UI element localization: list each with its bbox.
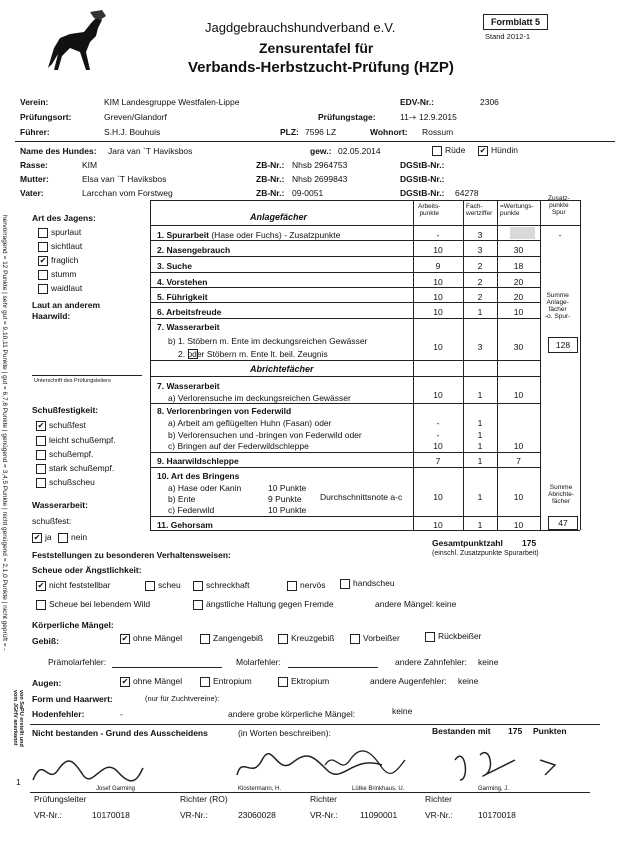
zahn-value: keine [478,657,499,667]
cell-fuehr-a: 10 [433,292,443,302]
edv-label: EDV-Nr.: [400,97,435,107]
dogname-label: Name des Hundes: [20,146,97,156]
punkten-label: Punkten [533,726,567,736]
vr-label-3: VR-Nr.: [310,810,338,820]
opt-vor: Vorbeißer [350,633,400,644]
zb2-value: Nhsb 2699843 [292,174,348,184]
row-fuehrigkeit: 5. Führigkeit [157,292,208,302]
augen-label: Augen: [32,678,62,688]
cell-nase-f: 3 [477,245,483,255]
cell-spur-z: - [558,230,562,240]
summe-anlage-label: Summe Anlage- fächer -o. Spur- [545,292,571,320]
fest-label: Feststellungen zu besonderen Verhaltensweisen: [32,550,231,560]
stand: Stand 2012-1 [485,32,531,41]
cell-10-w: 10 [513,492,524,502]
cell-nase-a: 10 [433,245,443,255]
zusatz-header: Zusatz- punkte Spur [548,195,570,216]
row-wasserarbeit-2: 7. Wasserarbeit [157,381,220,391]
cell-w7d-f: 1 [477,390,483,400]
ort-label: Prüfungsort: [20,112,72,122]
dgstb3-value: 64278 [455,188,479,198]
mutter-label: Mutter: [20,174,49,184]
dgstb3-label: DGStB-Nr.: [400,188,445,198]
auge-label: andere Augenfehler: [370,676,447,686]
opt-entro: Entropium [200,676,252,687]
mutter-value: Elsa van `T Haviksbos [82,174,167,184]
row-haarwildschleppe: 9. Haarwildschleppe [157,456,239,466]
row-arbeitsfreude: 6. Arbeitsfreude [157,307,222,317]
dog-logo [40,8,110,78]
formblatt-box: Formblatt 5 [483,14,548,30]
r2-name: Lütke Brinkhaus, U. [352,786,405,792]
cell-w7-f: 3 [477,342,483,352]
vater-value: Larcchan vom Forstweg [82,188,173,198]
stoebern-checkbox [188,349,198,359]
auge-value: keine [458,676,479,686]
verein-value: KIM Landesgruppe Westfalen-Lippe [104,97,240,107]
cell-w7d-a: 10 [433,390,443,400]
zb1-label: ZB-Nr.: [256,160,285,170]
signature-r3 [445,740,565,785]
summe-abricht-value: 47 [548,516,578,530]
zb3-label: ZB-Nr.: [256,188,285,198]
cell-9-a: 7 [435,456,441,466]
cell-8a-a: - [436,418,440,428]
plz-value: 7596 LZ [305,127,337,137]
cell-11-a: 10 [433,520,443,530]
cell-spur-w-shaded [510,227,535,239]
opt-leicht: leicht schußempf. [36,435,116,446]
opt-sichtlaut: sichtlaut [38,241,82,252]
rasse-value: KIM [82,160,98,170]
arbeitspunkte-header: Arbeits- punkte [418,203,441,217]
vr-label-2: VR-Nr.: [180,810,208,820]
jagen-label: Art des Jagens: [32,213,96,223]
ort-value: Greven/Glandorf [104,112,167,122]
hoden-label: Hodenfehler: [32,709,85,719]
schussfest-label: schußfest: [32,516,72,526]
row-gehorsam: 11. Gehorsam [157,520,213,530]
cell-w7-w: 30 [513,342,524,352]
haarwild-label: Laut an anderem Haarwild: [32,300,101,321]
verein-label: Verein: [20,97,49,107]
hoden-value: - [120,709,123,719]
cell-spur-a: - [436,230,440,240]
ruede-label: Rüde [445,145,466,155]
cell-fuehr-w: 20 [513,292,524,302]
opt-nervoes: nervös [287,580,326,591]
opt-waidlaut: waidlaut [38,283,82,294]
row-8c: c) Bringen auf der Federwildschleppe [168,441,309,451]
cell-9-w: 7 [516,456,521,466]
opt-hand: handscheu [340,578,395,589]
tage-value: 11-+ 12.9.2015 [400,112,457,122]
rasse-label: Rasse: [20,160,48,170]
cell-af-a: 10 [433,307,443,317]
cell-suche-a: 9 [435,261,441,271]
wohnort-label: Wohnort: [370,127,408,137]
zb1-value: Nhsb 2964753 [292,160,348,170]
opt-schreck: schreckhaft [193,580,249,591]
scheue-label: Scheue oder Ängstlichkeit: [32,565,142,575]
cell-10-f: 1 [477,492,483,502]
row-verlorensuche: a) Verlorensuche im deckungsreichen Gewässer [168,393,351,403]
cell-suche-f: 2 [477,261,483,271]
grobe-label: andere grobe körperliche Mängel: [228,709,356,719]
vr-value-3: 11090001 [360,810,398,820]
opt-aengst: ängstliche Haltung gegen Fremde [193,599,334,610]
cell-w7d-w: 10 [513,390,524,400]
org-name: Jagdgebrauchshundverband e.V. [205,20,396,35]
page-number: 1 [16,777,21,787]
opt-stark: stark schußempf. [36,463,114,474]
cell-11-w: 10 [513,520,524,530]
row-wasser-b1: b) 1. Stöbern m. Ente im deckungsreichen Gewässer [168,336,368,346]
gebiss-label: Gebiß: [32,636,59,646]
opt-scheu: schußscheu [36,477,95,488]
cell-10-a: 10 [433,492,443,502]
dgstb1-label: DGStB-Nr.: [400,160,445,170]
koerper-label: Körperliche Mängel: [32,620,114,630]
fuehrer-label: Führer: [20,127,50,137]
opt-scheu2: scheu [145,580,181,591]
row-10b: b) Ente [168,494,196,504]
opt-stumm: stumm [38,269,77,280]
row-10b-value: 9 Punkte [268,494,302,504]
dogname-value: Jara van `T Haviksbos [108,146,193,156]
form-sub: (nur für Zuchtvereine): [145,694,220,703]
pl-name: Josef Garming [96,786,136,792]
row-8a: a) Arbeit am geflügelten Huhn (Fasan) oder [168,418,332,428]
abricht-header: Abrichtefächer [250,364,314,374]
vater-label: Vater: [20,188,44,198]
row-vorstehen: 4. Vorstehen [157,277,208,287]
andere-label: andere Mängel: [375,599,435,609]
wertung-header: =Wertungs- punkte [500,203,534,217]
opt-augen-ohne: ✔ ohne Mängel [121,676,183,686]
opt-empf: schußempf. [36,449,93,460]
zb3-value: 09-0051 [292,188,324,198]
cell-nase-w: 30 [513,245,524,255]
cell-vor-f: 2 [477,277,483,287]
row-10a-value: 10 Punkte [268,483,307,493]
worten-label: (in Worten beschreiben): [238,728,331,738]
opt-ektro: Ektropium [278,676,329,687]
cell-9-f: 1 [477,456,483,466]
gesamt-sub: (einschl. Zusatzpunkte Spurarbeit) [432,550,539,557]
cell-vor-w: 20 [513,277,524,287]
opt-zange: Zangengebiß [200,633,263,644]
bestanden-value: 175 [508,726,523,736]
schuss-label: Schußfestigkeit: [32,405,99,415]
opt-nein: nein [58,532,87,543]
unterschrift-label: Unterschrift des Prüfungsleiters [34,378,111,384]
anlage-header: Anlagefächer [250,212,308,222]
row-art-bringens: 10. Art des Bringens [157,471,240,481]
cell-8b-f: 1 [477,430,483,440]
gesamt-label: Gesamtpunktzahl [432,538,503,548]
edv-value: 2306 [480,97,499,107]
opt-kreuz: Kreuzgebiß [278,633,334,644]
cell-af-w: 10 [513,307,524,317]
dgstb2-label: DGStB-Nr.: [400,174,445,184]
grobe-value: keine [392,706,413,716]
summe-anlage-value: 128 [548,337,578,353]
zb2-label: ZB-Nr.: [256,174,285,184]
gesamt-value: 175 [522,538,537,548]
grading-scale-text: hervorragend = 12 Punkte | sehr gut = 9,10,11 Punkte | gut = 6,7,8 Punkte | genügend = 3,4,5 Punkte | nicht genügend = 2,1,0 Punkte | nicht geprüft = - [1,215,8,651]
summe-abricht-label: Summe Abrichte- fächer [548,484,575,505]
r1-name: Klostermann, H. [238,786,282,792]
tage-label: Prüfungstage: [318,112,376,122]
opt-lebend: Scheue bei lebendem Wild [36,599,150,610]
huendin-label: Hündin [491,145,518,155]
opt-fraglich: ✔ fraglich [39,255,79,265]
wasser-label: Wasserarbeit: [32,500,88,510]
praemolar-label: Prämolarfehler: [48,657,107,667]
r3-label: Richter [425,794,452,804]
vr-value-1: 10170018 [92,810,130,820]
row-suche: 3. Suche [157,261,192,271]
opt-schussfest: ✔ schußfest [37,420,86,430]
cell-11-f: 1 [477,520,483,530]
signature-r2 [320,745,410,780]
row-10a: a) Hase oder Kanin [168,483,242,493]
opt-spurlaut: spurlaut [38,227,81,238]
row-8b: b) Verlorensuchen und -bringen von Federwild oder [168,430,362,440]
zahn-label: andere Zahnfehler: [395,657,467,667]
cell-8b-a: - [436,430,440,440]
vr-value-2: 23060028 [238,810,276,820]
opt-rueck: Rückbeißer [425,631,481,642]
row-spurarbeit: 1. Spurarbeit (Hase oder Fuchs) - Zusatzpunkte [157,230,341,240]
title-line2: Verbands-Herbstzucht-Prüfung (HZP) [188,59,454,76]
cell-8c-w: 10 [513,441,524,451]
gew-label: gew.: [310,146,332,156]
r2-label: Richter [310,794,337,804]
cell-vor-a: 10 [433,277,443,287]
row-wasser-b2: 2. oder Stöbern m. Ente lt. beil. Zeugnis [178,349,328,359]
vr-label-4: VR-Nr.: [425,810,453,820]
wohnort-value: Rossum [422,127,454,137]
row-10c: c) Federwild [168,505,215,515]
huendin-checkbox: ✔ Hündin [479,145,518,155]
nicht-label: Nicht bestanden - Grund des Ausscheidens [32,728,208,738]
durchschnitt-label: Durchschnittsnote a-c [320,492,403,502]
cell-w7-a: 10 [433,342,443,352]
pl-label: Prüfungsleiter [34,794,87,804]
r3-name: Garming, J. [478,786,510,792]
fuehrer-value: S.H.J. Bouhuis [104,127,161,137]
vr-label-1: VR-Nr.: [34,810,62,820]
title-line1: Zensurentafel für [259,40,374,56]
opt-nf: ✔ nicht feststellbar [37,580,111,590]
cell-af-f: 1 [477,307,483,317]
row-verlorenbringen: 8. Verlorenbringen von Federwild [157,406,292,416]
row-wasserarbeit: 7. Wasserarbeit [157,322,220,332]
vr-value-4: 10170018 [478,810,516,820]
signature-pl [28,750,148,790]
opt-gebiss-ohne: ✔ ohne Mängel [121,633,183,643]
cell-fuehr-f: 2 [477,292,483,302]
form-label: Form und Haarwert: [32,694,113,704]
row-10c-value: 10 Punkte [268,505,307,515]
cell-8c-a: 10 [433,441,443,451]
bestanden-label: Bestanden mit [432,726,491,736]
molar-label: Molarfehler: [236,657,281,667]
plz-label: PLZ: [280,127,299,137]
r1-label: Richter (RO) [180,794,228,804]
gew-value: 02.05.2014 [338,146,381,156]
cell-8a-f: 1 [477,418,483,428]
andere-value: keine [436,599,457,609]
fachwert-header: Fach- wertziffer [466,203,493,217]
cell-8c-f: 1 [477,441,483,451]
opt-ja: ✔ ja [33,532,52,542]
ruede-checkbox [432,145,465,156]
cell-suche-w: 18 [513,261,524,271]
sapu-note: von SaPU erstellt und vom JGHV anerkannt [12,690,24,747]
cell-spur-f: 3 [477,230,483,240]
row-nasengebrauch: 2. Nasengebrauch [157,245,231,255]
